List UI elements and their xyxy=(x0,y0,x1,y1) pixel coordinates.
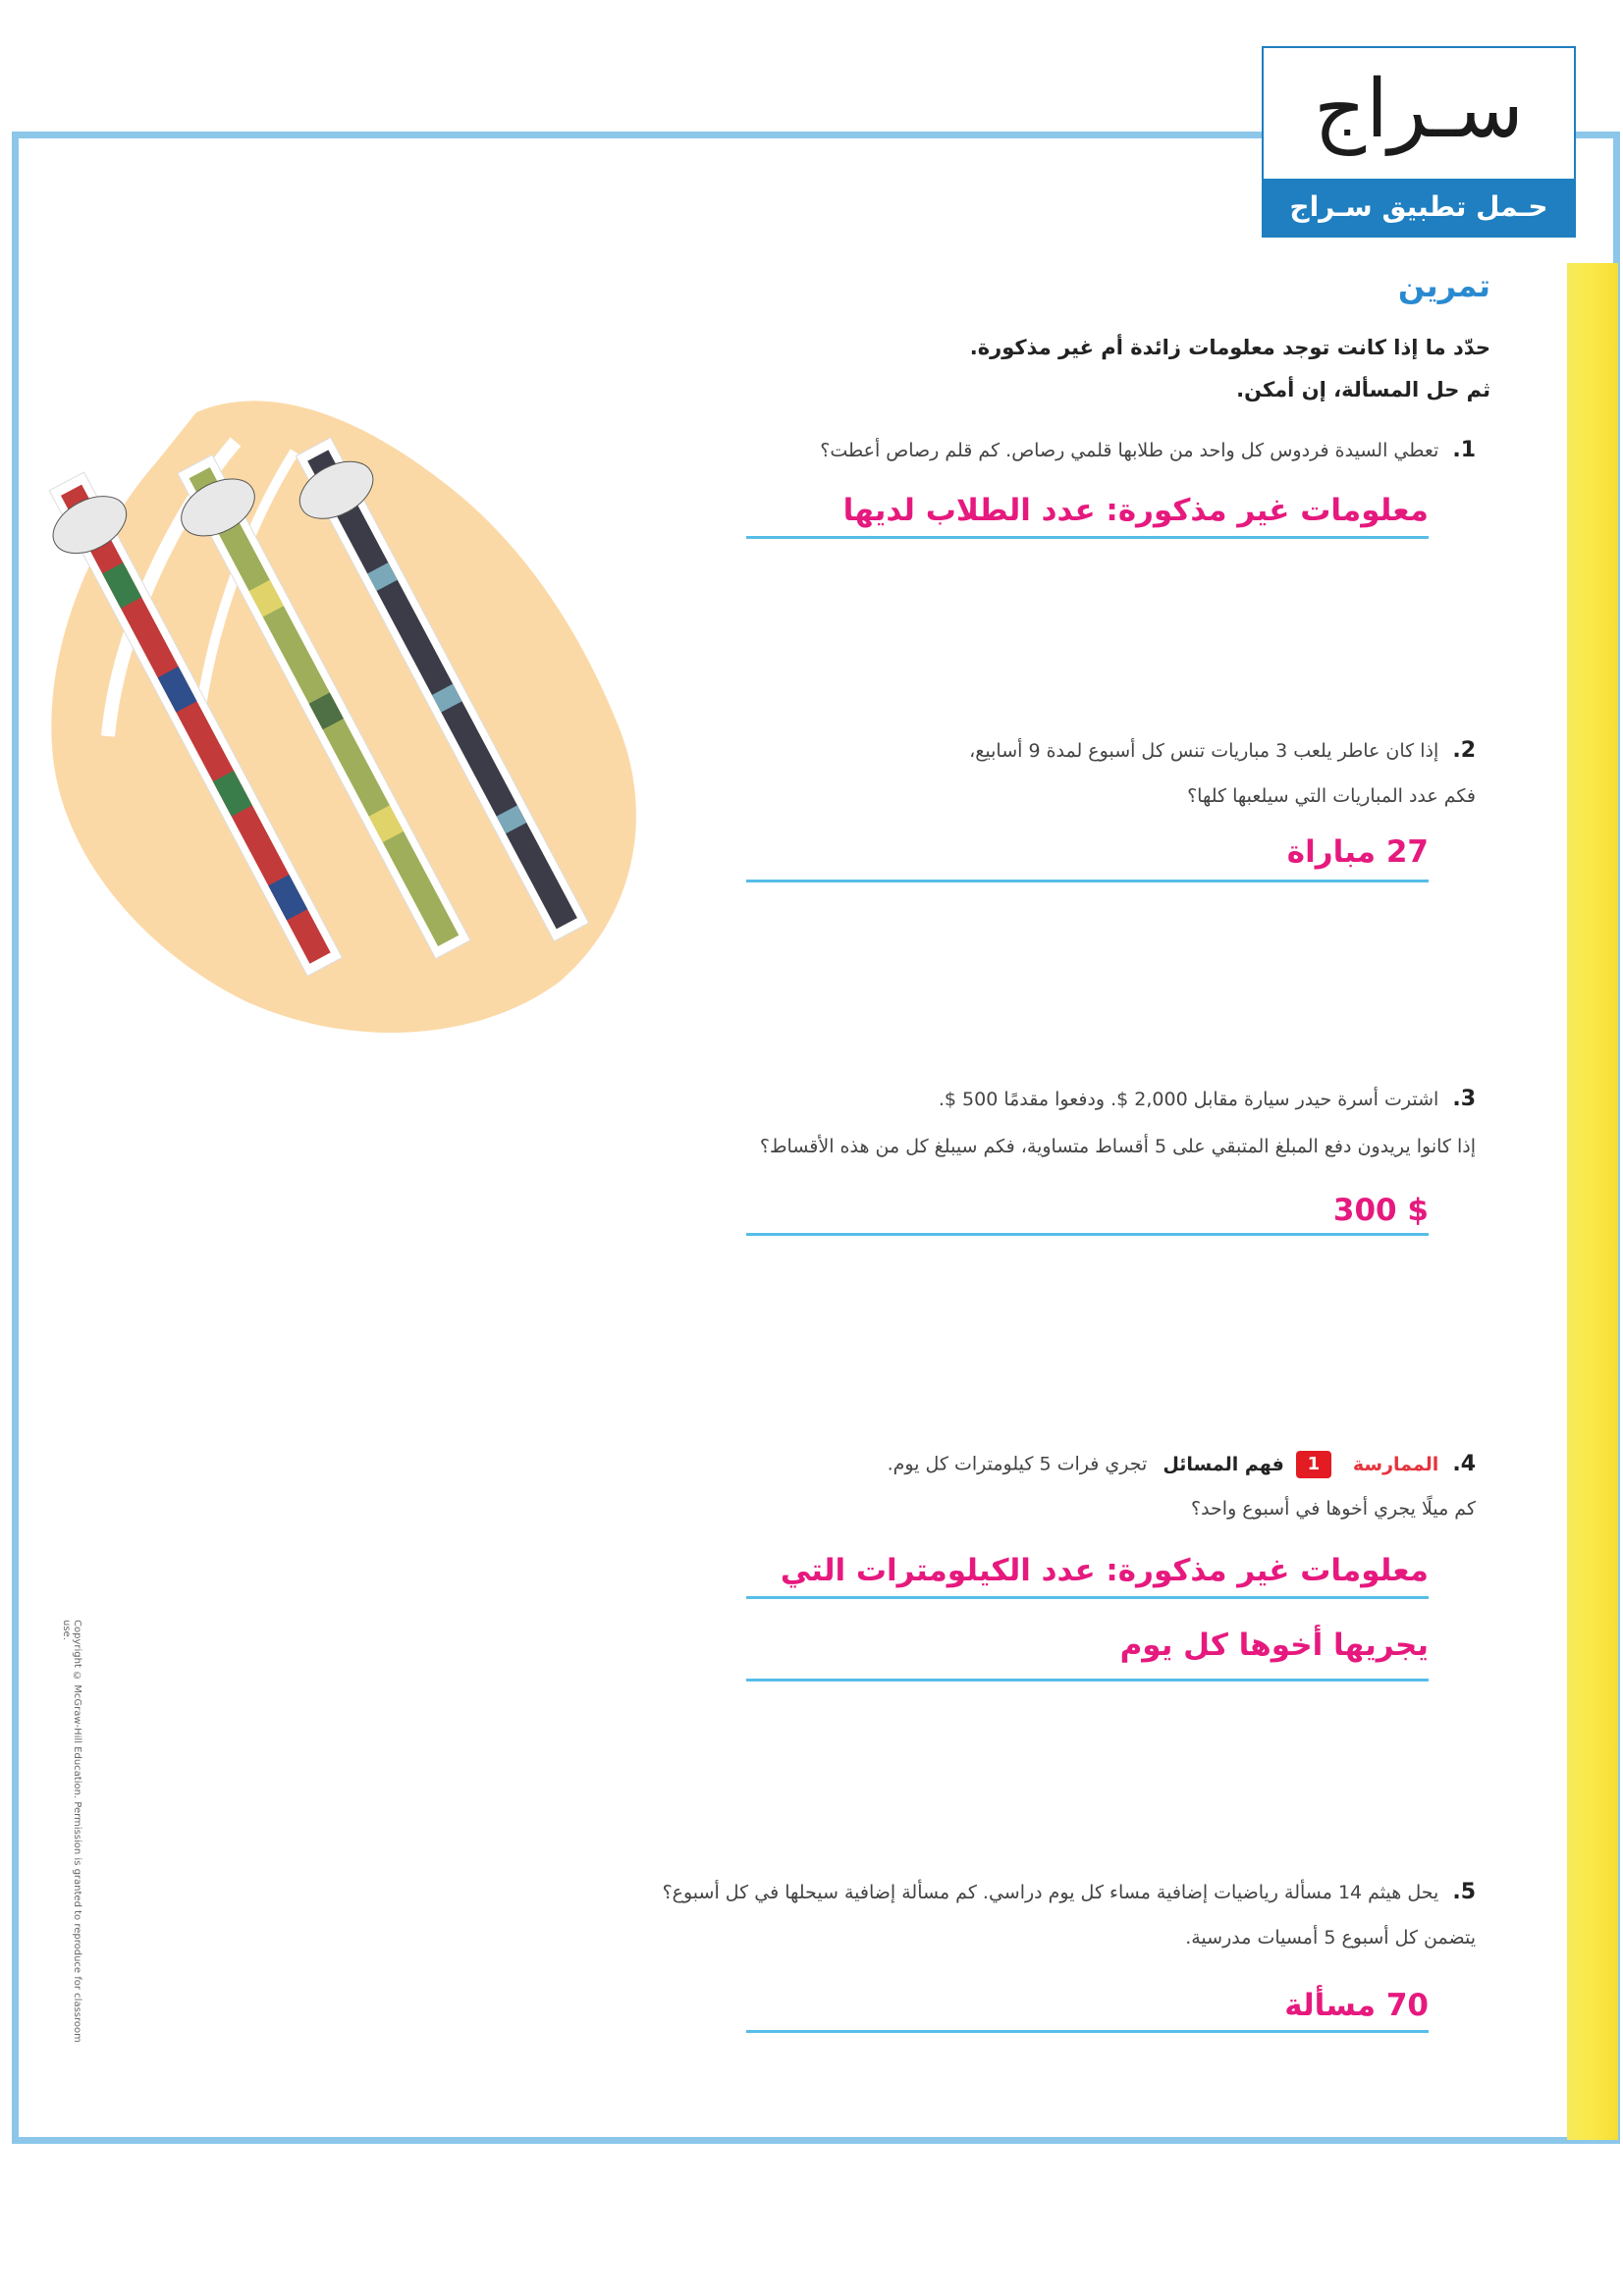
answer-4-line-1[interactable]: معلومات غير مذكورة: عدد الكيلومترات التي xyxy=(780,1553,1429,1588)
question-4 xyxy=(888,1451,1476,1478)
answer-2[interactable]: 27 مباراة xyxy=(1286,834,1429,870)
question-text: إذا كان عاطر يلعب 3 مباريات تنس كل أسبوع لمدة 9 أسابيع، xyxy=(969,740,1439,762)
question-text: يحل هيثم 14 مسألة رياضيات إضافية مساء كل يوم دراسي. كم مسألة إضافية سيحلها في كل أسبوع؟ xyxy=(662,1882,1439,1903)
logo-name: سـراج xyxy=(1314,63,1524,156)
answer-line xyxy=(746,1233,1429,1236)
answer-line xyxy=(746,2030,1429,2033)
answer-line xyxy=(746,880,1429,882)
practice-badge: 1 xyxy=(1296,1451,1331,1478)
instruction-line-1: حدّد ما إذا كانت توجد معلومات زائدة أم غير مذكورة. xyxy=(969,336,1490,359)
question-number: 4. xyxy=(1452,1451,1476,1476)
question-number: 5. xyxy=(1452,1880,1476,1904)
question-text: تجري فرات 5 كيلومترات كل يوم. xyxy=(887,1453,1148,1475)
yellow-side-strip xyxy=(1567,263,1618,2140)
practice-label: الممارسة xyxy=(1352,1453,1439,1475)
question-5-line-2: يتضمن كل أسبوع 5 أمسيات مدرسية. xyxy=(1185,1927,1476,1949)
copyright-caption: Copyright © McGraw-Hill Education. Permission is granted to reproduce for classroom use. xyxy=(61,1620,82,2043)
siraj-logo[interactable] xyxy=(1262,46,1576,238)
answer-line xyxy=(746,1596,1429,1599)
answer-1[interactable]: معلومات غير مذكورة: عدد الطلاب لديها xyxy=(842,493,1429,528)
section-title: تمرين xyxy=(1397,267,1490,304)
question-1 xyxy=(820,438,1476,462)
question-number: 2. xyxy=(1452,738,1476,763)
question-3-line-2: إذا كانوا يريدون دفع المبلغ المتبقي على 5 أقساط متساوية، فكم سيبلغ كل من هذه الأقساط؟ xyxy=(759,1136,1476,1157)
answer-5[interactable]: 70 مسألة xyxy=(1284,1988,1429,2023)
question-text: اشترت أسرة حيدر سيارة مقابل 2,000 $. ودفعوا مقدمًا 500 $. xyxy=(938,1089,1439,1110)
question-2 xyxy=(969,738,1476,763)
logo-tagline: حـمل تطبيق سـراج xyxy=(1264,179,1574,236)
understand-label: فهم المسائل xyxy=(1163,1453,1284,1475)
question-2-line-2: فكم عدد المباريات التي سيلعبها كلها؟ xyxy=(1187,785,1476,807)
question-3 xyxy=(939,1087,1476,1111)
instruction-line-2: ثم حل المسألة، إن أمكن. xyxy=(1236,378,1490,401)
answer-3[interactable]: $ 300 xyxy=(1332,1193,1429,1228)
answer-4-line-2[interactable]: يجريها أخوها كل يوم xyxy=(1119,1628,1429,1663)
question-number: 1. xyxy=(1452,438,1476,462)
question-5 xyxy=(663,1880,1476,1904)
pencils-illustration xyxy=(29,373,697,1050)
answer-line xyxy=(746,536,1429,539)
answer-line xyxy=(746,1679,1429,1682)
question-4-line-2: كم ميلًا يجري أخوها في أسبوع واحد؟ xyxy=(1191,1498,1476,1520)
question-text: تعطي السيدة فردوس كل واحد من طلابها قلمي رصاص. كم قلم رصاص أعطت؟ xyxy=(820,440,1439,461)
question-number: 3. xyxy=(1452,1087,1476,1111)
